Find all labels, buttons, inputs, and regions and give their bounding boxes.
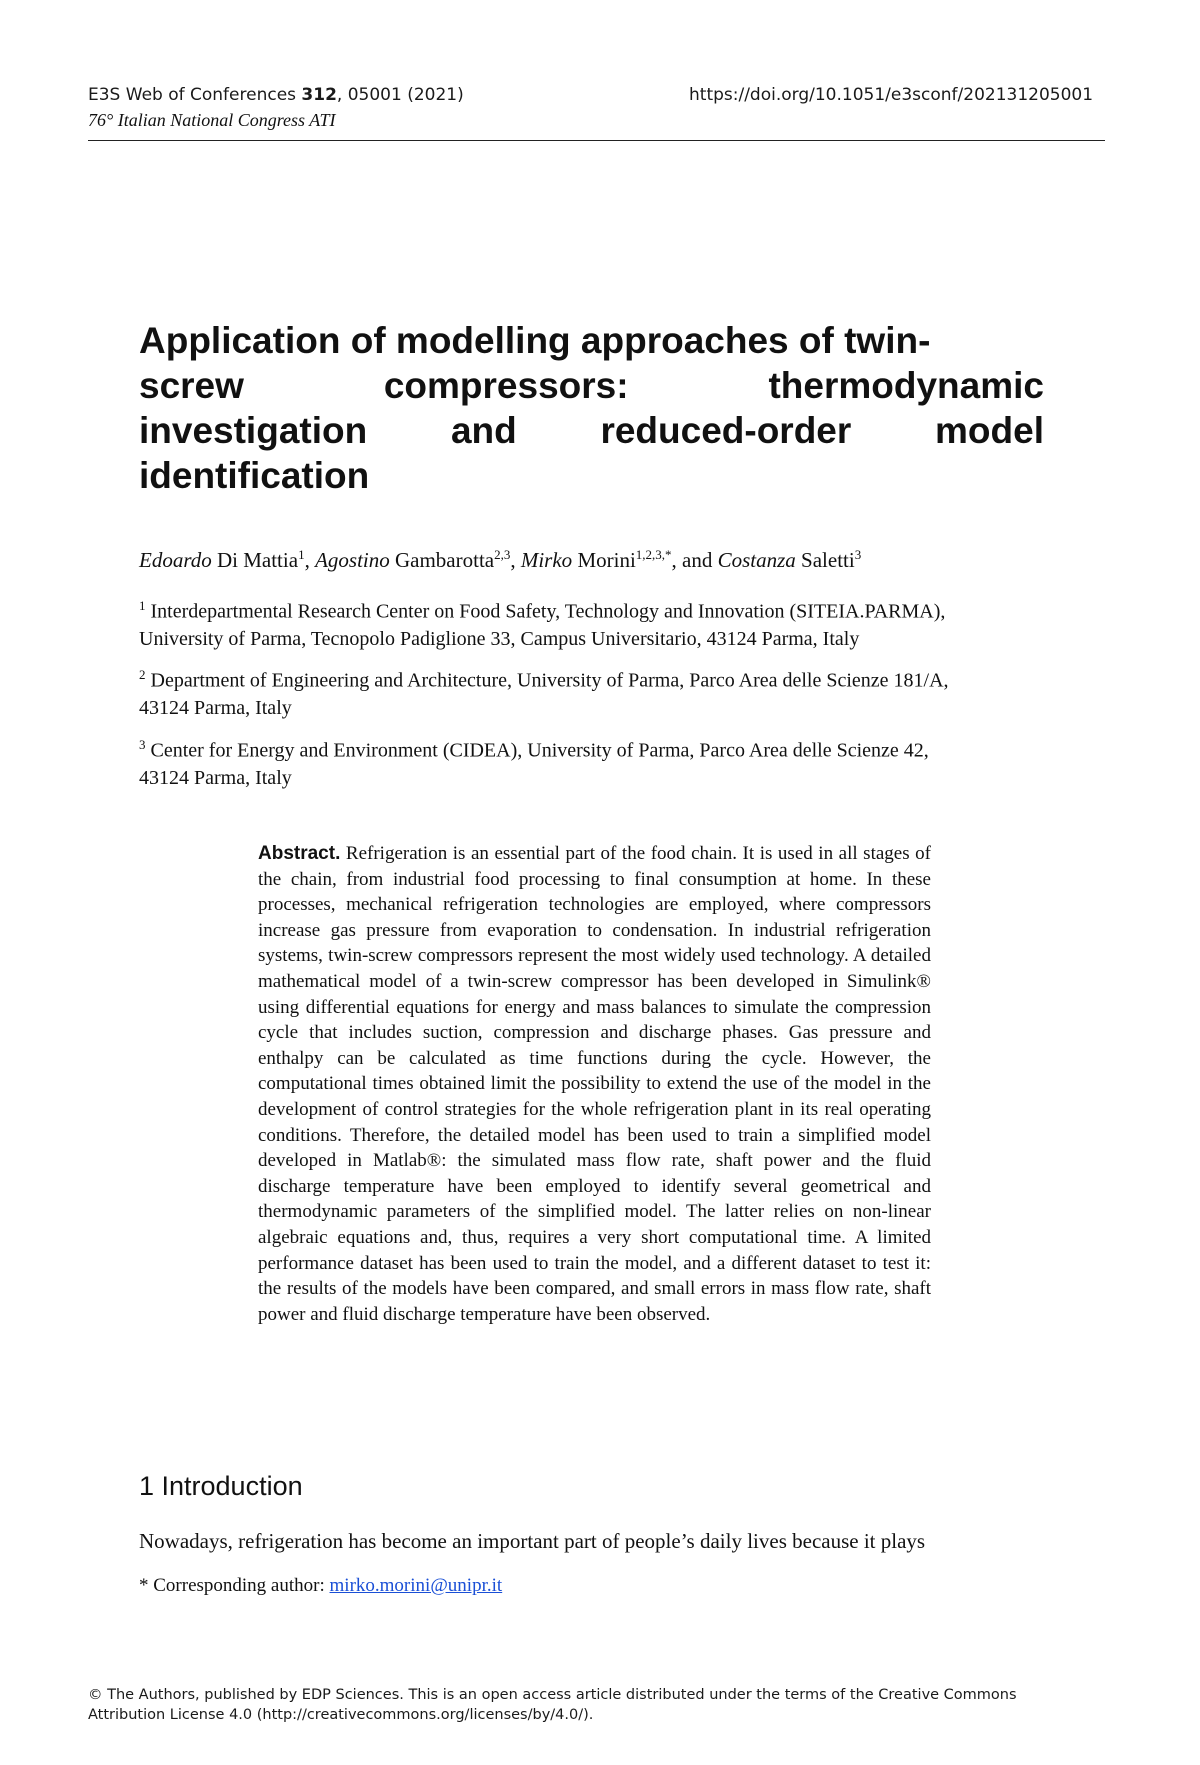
- title-word: compressors:: [383, 365, 629, 406]
- author: Edoardo Di Mattia$^1$,: [139, 547, 316, 572]
- abstract-text: Refrigeration is an essential part of the food chain. It is used in all stages of the chain, from industrial food processing to final consumption at home. In these processes, mechanical refrigeration technologies are employed, where compressors increase gas pressure from evaporation to condensation. In industrial refrigeration systems, twin-screw compressors represent the most widely used technology. A detailed mathematical model of a twin-screw compressor has been developed in Simulink® using differential equations for energy and mass balances to simulate the compression cycle that includes suction, compression and discharge phases. Gas pressure and enthalpy can be calculated as time functions during the cycle. However, the computational times obtained limit the possibility to extend the use of the model in the development of control strategies for the whole refrigeration plant in its real operating conditions. Therefore, the detailed model has been used to train a simplified model developed in Matlab®: the simulated mass flow rate, shaft power and the fluid discharge temperature have been employed to identify several geometrical and thermodynamic parameters of the simplified model. The latter relies on non-linear algebraic equations and, thus, requires a very short computational time. A limited performance dataset has been used to train the model, and a different dataset to test it: the results of the models have been compared, and small errors in mass flow rate, shaft power and fluid discharge temperature have been observed.: [258, 843, 931, 1325]
- affiliation-marker: 1: [139, 598, 146, 613]
- corresponding-author: * Corresponding author: mirko.morini@unipr.it: [139, 1575, 503, 1596]
- abstract-label: Abstract.: [258, 843, 341, 864]
- volume-number: 312: [301, 85, 337, 105]
- title-word: thermodynamic: [768, 365, 1044, 406]
- affiliation: $^1$ Interdepartmental Research Center on Food Safety, Technology and Innovation (SITEIA.PARMA), University of Parma, Tecnopolo Padiglione 33, Campus Universitario, 43124 Parma, Italy: [139, 598, 946, 650]
- title-line: [139, 408, 1044, 453]
- author: Mirko Morini$^{1,2,3,*}$, and: [520, 547, 718, 572]
- body-text: Nowadays, refrigeration has become an important part of people’s daily lives because it plays: [139, 1529, 926, 1553]
- article-reference: , 05001 (2021): [336, 85, 464, 105]
- title-line: Application of modelling approaches of twin-: [139, 320, 931, 361]
- journal-name: E3S Web of Conferences: [88, 85, 302, 105]
- paper-title: [139, 318, 1044, 498]
- abstract: [258, 841, 931, 1327]
- title-line: [139, 363, 1044, 408]
- journal-citation: [88, 85, 464, 105]
- author: Costanza Saletti$^3$: [717, 547, 862, 572]
- author-email-link[interactable]: mirko.morini@unipr.it: [329, 1575, 503, 1596]
- title-word: investigation: [139, 410, 368, 451]
- doi-link[interactable]: https://doi.org/10.1051/e3sconf/202131205001: [689, 85, 1094, 105]
- affiliation: $^2$ Department of Engineering and Architecture, University of Parma, Parco Area delle Scienze 181/A, 43124 Parma, Italy: [139, 667, 949, 719]
- title-word: reduced-order: [600, 410, 852, 451]
- title-line: identification: [139, 455, 370, 496]
- section-heading: 1 Introduction: [139, 1471, 303, 1501]
- title-word: screw: [139, 365, 244, 406]
- author-list: [139, 547, 861, 573]
- affiliation-marker: 3: [139, 737, 146, 752]
- affiliation: $^3$ Center for Energy and Environment (CIDEA), University of Parma, Parco Area delle Scienze 42, 43124 Parma, Italy: [139, 737, 929, 789]
- header-rule: [88, 140, 1105, 141]
- license-footer: © The Authors, published by EDP Sciences. This is an open access article distributed under the terms of the Creative Commons Attribution License 4.0 (http://creativecommons.org/licenses/by/4.0/).: [88, 1687, 1017, 1723]
- author: Agostino Gambarotta$^{2,3}$,: [315, 547, 521, 572]
- title-word: and: [450, 410, 517, 451]
- affiliation-marker: 2: [139, 667, 146, 682]
- congress-name: 76° Italian National Congress ATI: [88, 110, 336, 130]
- title-word: model: [935, 410, 1044, 451]
